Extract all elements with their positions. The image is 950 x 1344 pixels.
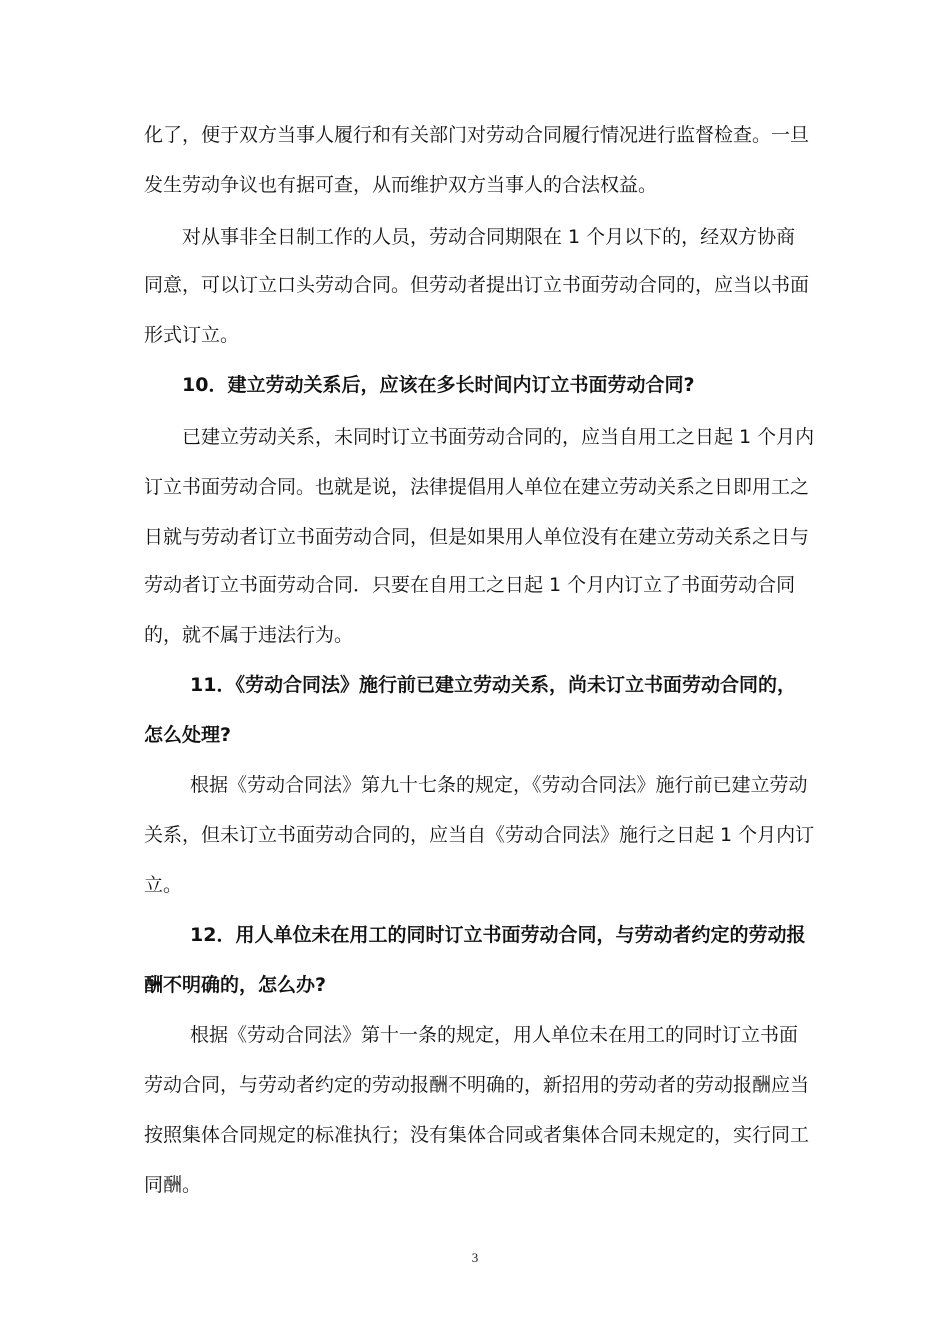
text-line: 劳动合同，与劳动者约定的劳动报酬不明确的，新招用的劳动者的劳动报酬应当 bbox=[144, 1074, 810, 1096]
text-line: 发生劳动争议也有据可查，从而维护双方当事人的合法权益。 bbox=[144, 174, 658, 196]
text-line: 日就与劳动者订立书面劳动合同，但是如果用人单位没有在建立劳动关系之日与 bbox=[144, 526, 810, 548]
question-heading: 11．《劳动合同法》施行前已建立劳动关系，尚未订立书面劳动合同的， bbox=[190, 674, 796, 696]
question-heading: 12．用人单位未在用工的同时订立书面劳动合同，与劳动者约定的劳动报 bbox=[190, 924, 806, 946]
text-line: 根据《劳动合同法》第十一条的规定，用人单位未在用工的同时订立书面 bbox=[190, 1024, 799, 1046]
text-line: 对从事非全日制工作的人员，劳动合同期限在 1 个月以下的，经双方协商 bbox=[182, 226, 796, 248]
text-line: 已建立劳动关系，未同时订立书面劳动合同的，应当自用工之日起 1 个月内 bbox=[182, 426, 815, 448]
text-line: 化了，便于双方当事人履行和有关部门对劳动合同履行情况进行监督检查。一旦 bbox=[144, 124, 810, 146]
text-line: 形式订立。 bbox=[144, 324, 240, 346]
text-line: 订立书面劳动合同。也就是说，法律提倡用人单位在建立劳动关系之日即用工之 bbox=[144, 476, 810, 498]
question-heading: 酬不明确的，怎么办? bbox=[144, 974, 327, 996]
text-line: 立。 bbox=[144, 874, 183, 896]
text-line: 关系，但未订立书面劳动合同的，应当自《劳动合同法》施行之日起 1 个月内订 bbox=[144, 824, 815, 846]
text-line: 按照集体合同规定的标准执行；没有集体合同或者集体合同未规定的，实行同工 bbox=[144, 1124, 810, 1146]
text-line: 劳动者订立书面劳动合同．只要在自用工之日起 1 个月内订立了书面劳动合同 bbox=[144, 574, 796, 596]
text-line: 根据《劳动合同法》第九十七条的规定，《劳动合同法》施行前已建立劳动 bbox=[190, 774, 808, 796]
text-line: 的，就不属于违法行为。 bbox=[144, 624, 354, 646]
page-number: 3 bbox=[471, 1250, 479, 1265]
text-line: 同酬。 bbox=[144, 1174, 202, 1196]
question-heading: 10．建立劳动关系后，应该在多长时间内订立书面劳动合同? bbox=[182, 374, 695, 396]
text-line: 同意，可以订立口头劳动合同。但劳动者提出订立书面劳动合同的，应当以书面 bbox=[144, 274, 810, 296]
question-heading: 怎么处理? bbox=[144, 724, 232, 746]
